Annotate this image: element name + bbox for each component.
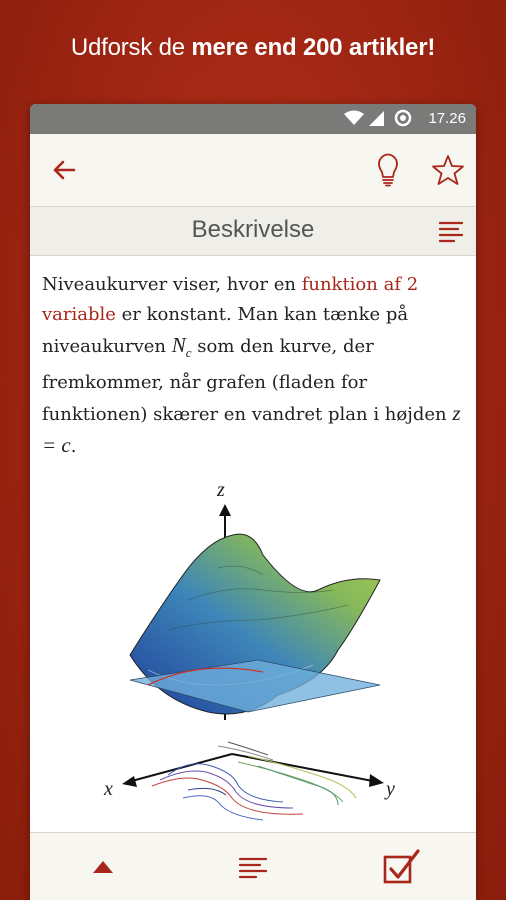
text-run: er konstant. Man kan tænke på niveaukurven [42, 304, 409, 357]
app-bar [30, 134, 476, 207]
promo-prefix: Udforsk de [70, 34, 185, 61]
section-header [30, 207, 476, 256]
star-outline-icon[interactable] [430, 152, 466, 188]
math-z-eq-c: z = c [42, 401, 461, 458]
section-title: Beskrivelse [191, 216, 315, 243]
phone-screen [30, 104, 476, 900]
math-subscript: c [185, 345, 192, 361]
clock: 17.26 [428, 110, 466, 127]
checkbox-checked-icon[interactable] [382, 849, 422, 885]
y-axis-label: y [386, 778, 395, 800]
status-bar [30, 104, 476, 134]
wifi-icon [344, 110, 364, 126]
arrow-left-icon[interactable] [46, 152, 82, 188]
math-symbol: N [171, 333, 186, 357]
triangle-up-icon[interactable] [92, 859, 114, 875]
article-content [30, 256, 476, 832]
promo-banner [0, 34, 506, 62]
text-run: . [70, 436, 77, 458]
z-axis-label: z [217, 480, 225, 501]
data-saver-icon [394, 109, 412, 127]
signal-icon [368, 110, 384, 126]
text-run: som den kurve, der fremkommer, når grafen (fladen for funktionen) skærer en vandret plan i højden [42, 336, 453, 426]
math-Nc [171, 333, 192, 361]
contour-lines [152, 742, 356, 820]
bottom-bar [30, 832, 476, 900]
level-curves-figure [88, 480, 418, 830]
lightbulb-icon[interactable] [370, 152, 406, 188]
x-axis-label: x [104, 778, 113, 800]
article-link[interactable]: funktion af 2 variable [42, 274, 419, 325]
promo-bold: mere end 200 artikler! [191, 34, 436, 61]
text-run: Niveaukurver viser, hvor en [42, 274, 302, 295]
toc-lines-icon[interactable] [438, 219, 464, 243]
article-paragraph [42, 270, 462, 462]
lines-icon[interactable] [238, 855, 268, 881]
